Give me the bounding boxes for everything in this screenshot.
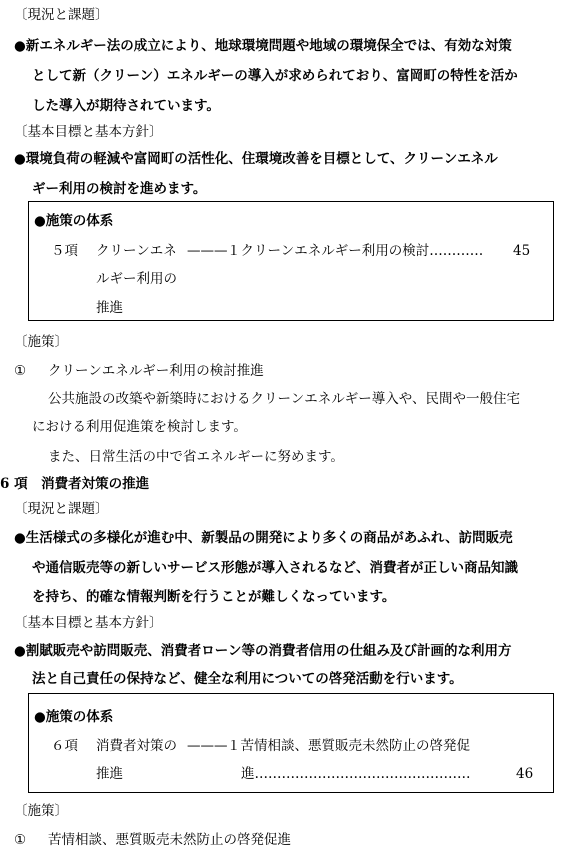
box-1-sub-measure: １クリーンエネルギー利用の検討…………	[227, 243, 484, 259]
genkyo-text-2-line-1: ●生活様式の多様化が進む中、新製品の開発により多くの商品があふれ、訪問販売	[14, 530, 513, 546]
box-2-page-number: 46	[516, 766, 534, 782]
box-2-item-line-2: 推進	[96, 766, 123, 782]
measure-1-text-line-1: 公共施設の改築や新築時におけるクリーンエネルギー導入や、民間や一般住宅	[48, 391, 520, 407]
shisaku-heading-1: 〔施策〕	[14, 334, 68, 350]
shisaku-heading-2: 〔施策〕	[14, 803, 68, 819]
kihon-text-1-line-2: ギー利用の検討を進めます。	[32, 181, 207, 197]
box-1-page-number: 45	[513, 243, 531, 259]
genkyo-text-1-line-3: した導入が期待されています。	[32, 98, 220, 114]
box-1-item-line-1: クリーンエネ	[96, 243, 177, 259]
genkyo-text-2-line-3: を持ち、的確な情報判断を行うことが難しくなっています。	[32, 589, 396, 605]
measure-1-title: クリーンエネルギー利用の検討推進	[48, 363, 264, 379]
kihon-text-1-line-1: ●環境負荷の軽減や富岡町の活性化、住環境改善を目標として、クリーンエネル	[14, 151, 498, 167]
box-1-item-line-3: 推進	[96, 300, 123, 316]
box-2-item-no: ６項	[51, 738, 78, 754]
kihon-heading-1: 〔基本目標と基本方針〕	[14, 124, 163, 140]
box-1-item-no: ５項	[51, 243, 78, 259]
kihon-text-2-line-2: 法と自己責任の保持など、健全な利用についての啓発活動を行います。	[32, 671, 463, 687]
measure-2-number: ①	[14, 832, 27, 848]
box-2-item-line-1: 消費者対策の	[96, 738, 177, 754]
measure-1-text-line-2: における利用促進策を検討します。	[32, 419, 247, 435]
measure-2-title: 苦情相談、悪質販売未然防止の啓発促進	[48, 832, 291, 848]
box-2-sub-measure-line-1: １苦情相談、悪質販売未然防止の啓発促	[227, 738, 470, 754]
section-2-heading: 6 項 消費者対策の推進	[0, 476, 150, 492]
genkyo-heading-2: 〔現況と課題〕	[14, 501, 109, 517]
genkyo-heading-1: 〔現況と課題〕	[14, 7, 109, 23]
genkyo-text-2-line-2: や通信販売等の新しいサービス形態が導入されるなど、消費者が正しい商品知識	[32, 560, 518, 576]
box-1-title: ●施策の体系	[34, 213, 114, 229]
box-2-title: ●施策の体系	[34, 709, 114, 725]
box-1-item-line-2: ルギー利用の	[96, 271, 177, 287]
box-1-dash: ———	[187, 243, 228, 259]
box-2-sub-measure-line-2: 進…………………………………………	[241, 766, 471, 782]
measure-1-text-line-3: また、日常生活の中で省エネルギーに努めます。	[48, 449, 344, 465]
measure-1-number: ①	[14, 363, 27, 379]
genkyo-text-1-line-2: として新（クリーン）エネルギーの導入が求められており、富岡町の特性を活か	[32, 68, 518, 84]
genkyo-text-1-line-1: ●新エネルギー法の成立により、地球環境問題や地域の環境保全では、有効な対策	[14, 38, 512, 54]
box-2-dash: ———	[187, 738, 228, 754]
kihon-heading-2: 〔基本目標と基本方針〕	[14, 615, 163, 631]
kihon-text-2-line-1: ●割賦販売や訪問販売、消費者ローン等の消費者信用の仕組み及び計画的な利用方	[14, 643, 512, 659]
